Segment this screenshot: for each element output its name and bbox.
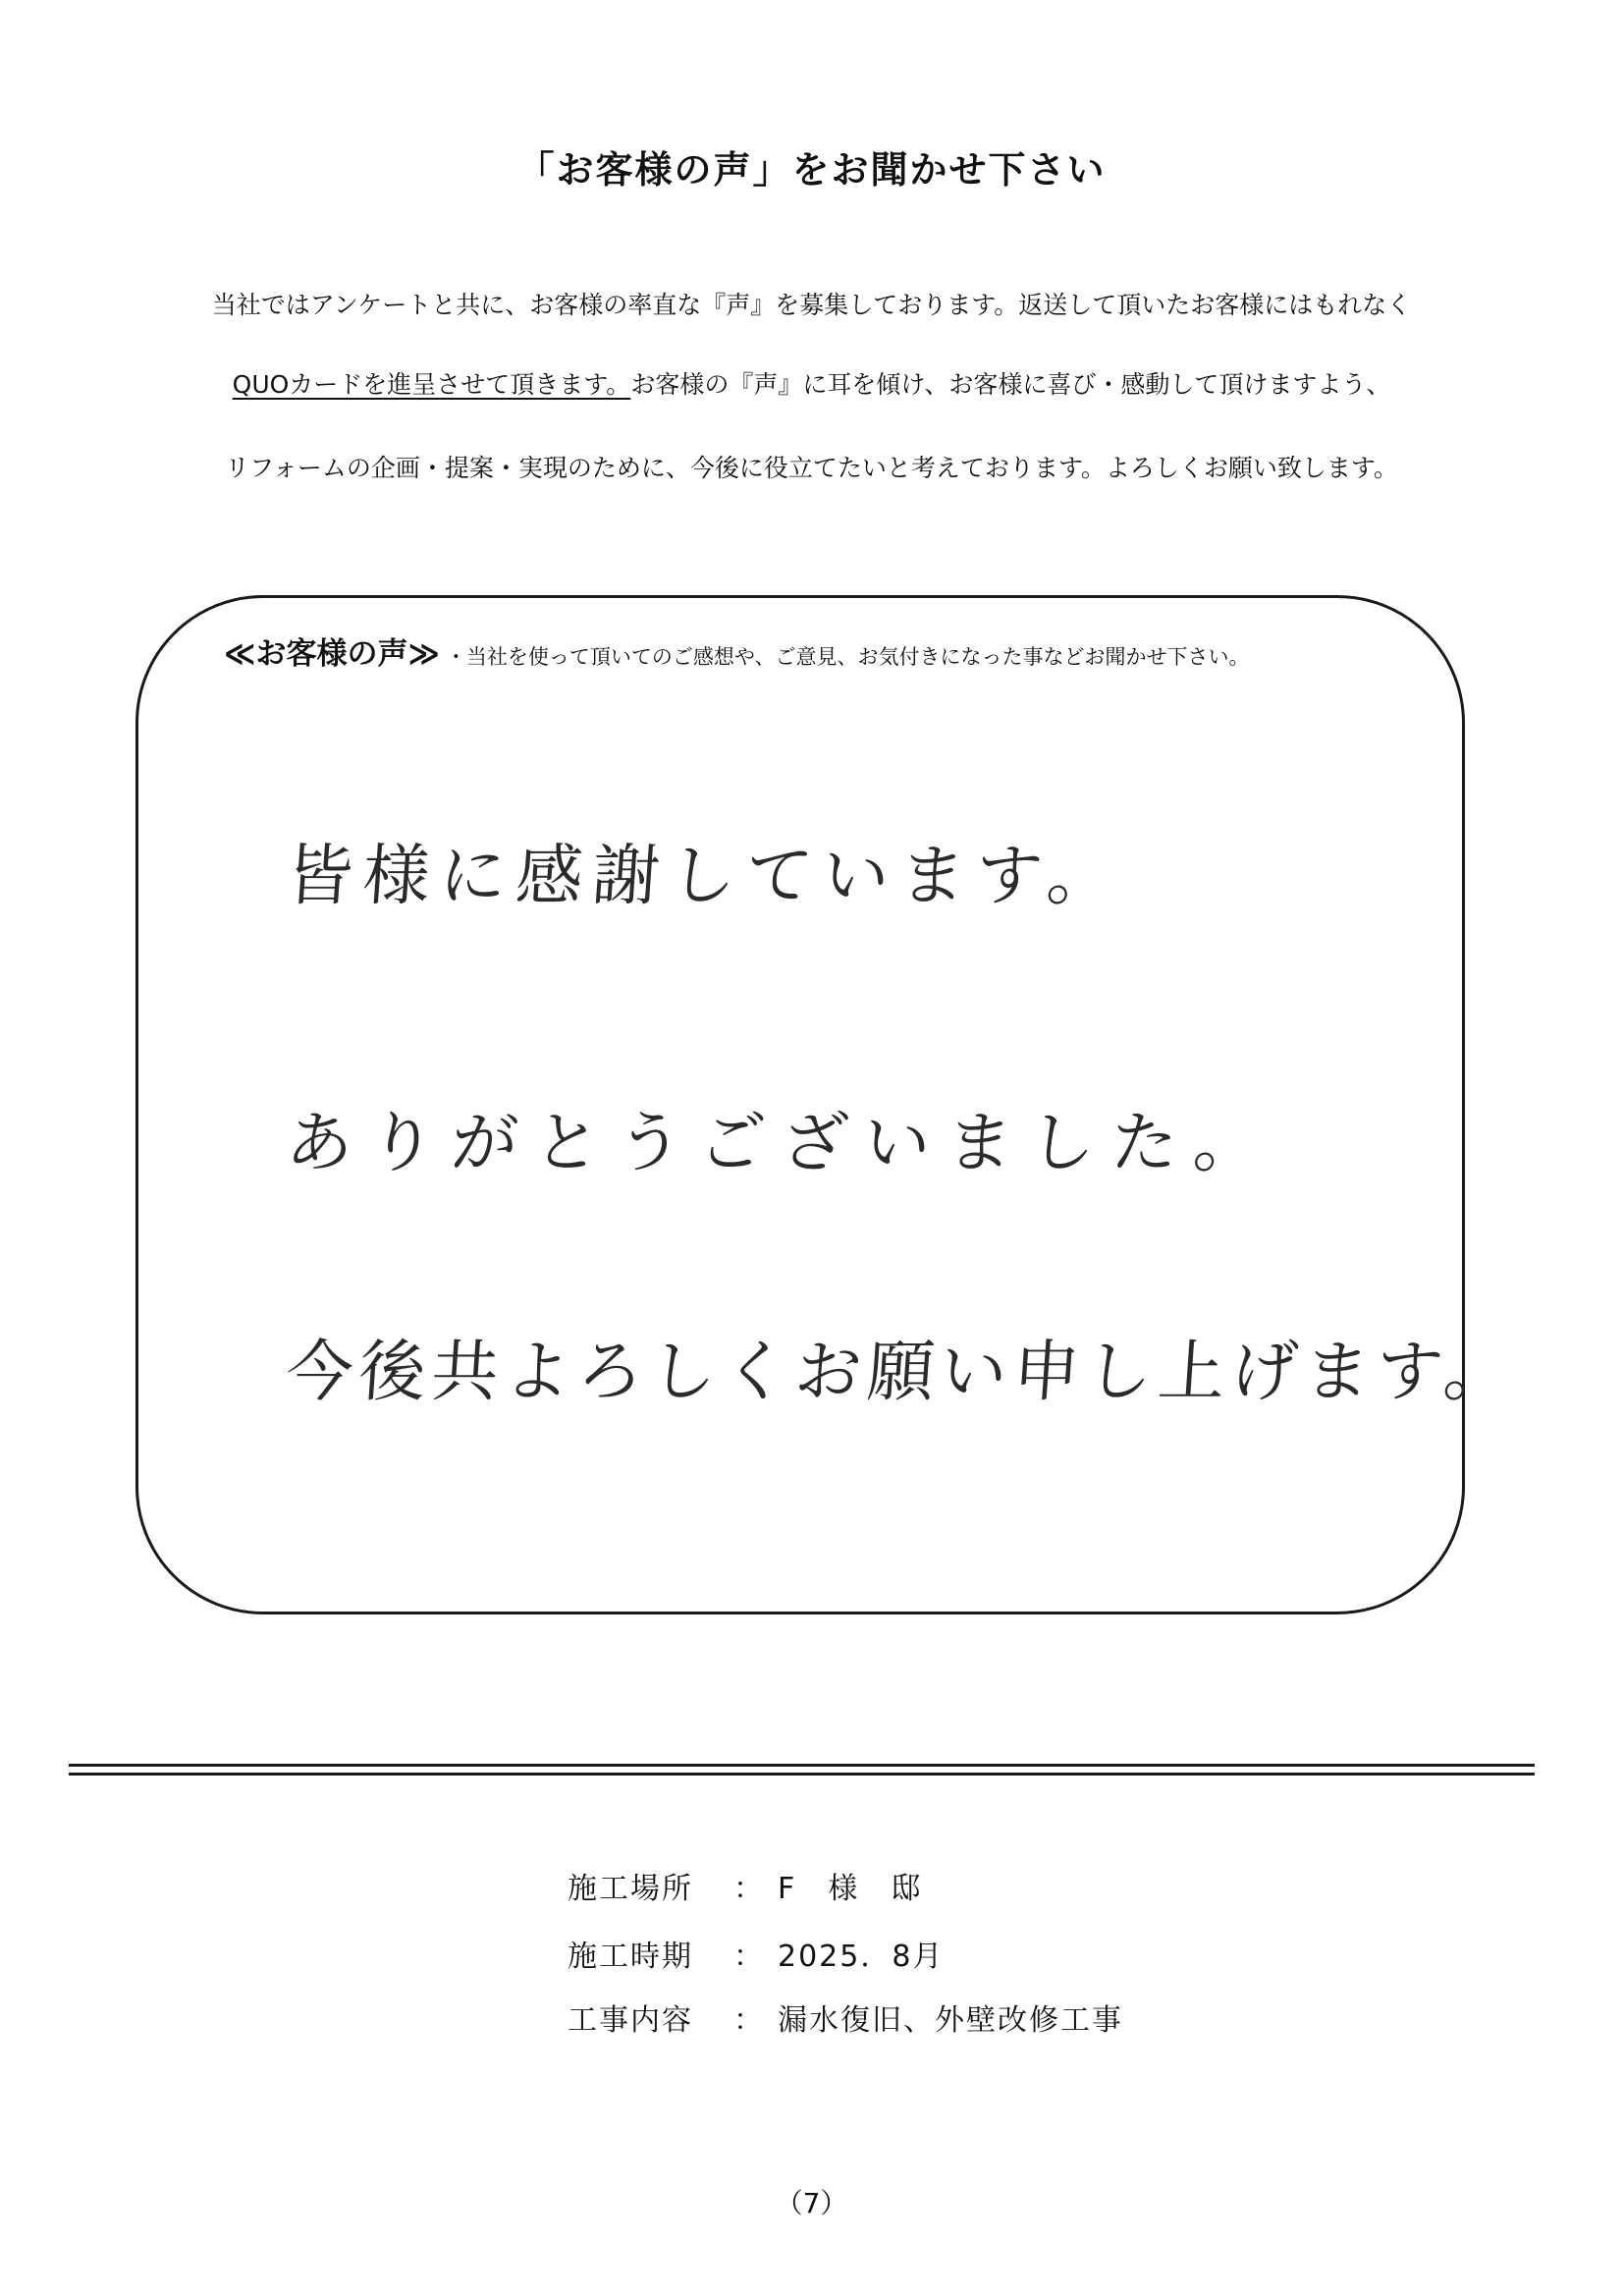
- construction-content-value: 漏水復旧、外壁改修工事: [778, 2003, 1123, 2038]
- page-title: 「お客様の声」をお聞かせ下さい: [516, 148, 1107, 191]
- page-number: （7）: [775, 2187, 848, 2219]
- intro-line-3: リフォームの企画・提案・実現のために、今後に役立てたいと考えております。よろしくお願い致します。: [225, 454, 1398, 482]
- separator: ：: [733, 1872, 763, 1906]
- voice-box-prompt: ・当社を使って頂いてのご感想や、ご意見、お気付きになった事などお聞かせ下さい。: [445, 645, 1250, 669]
- handwritten-line-3: 今後共よろしくお願い申し上げます。: [283, 1334, 1519, 1411]
- construction-content-row: [568, 1995, 1123, 2039]
- intro-line-1: 当社ではアンケートと共に、お客様の率直な『声』を募集しております。返送して頂いたお客様にはもれなく: [211, 291, 1412, 319]
- handwritten-line-2: ありがとうございました。: [283, 1105, 1279, 1182]
- construction-place-row: [568, 1864, 922, 1907]
- construction-content-label: 工事内容: [568, 2003, 693, 2038]
- voice-box-label: ≪お客様の声≫: [224, 636, 440, 672]
- construction-period-value: 2025．8月: [778, 1940, 945, 1974]
- construction-period-row: [568, 1932, 944, 1975]
- separator: ：: [733, 1940, 763, 1974]
- voice-box-header: [224, 629, 1249, 673]
- construction-place-value: F 様 邸: [778, 1872, 923, 1906]
- double-divider-top: [69, 1764, 1535, 1767]
- intro-line-2: [0, 370, 1623, 400]
- handwritten-line-1: 皆様に感謝しています。: [283, 838, 1126, 915]
- separator: ：: [733, 2003, 763, 2038]
- quo-card-offer: QUOカードを進呈させて頂きます。: [232, 370, 631, 399]
- construction-period-label: 施工時期: [568, 1940, 693, 1974]
- intro-line-2-rest: お客様の『声』に耳を傾け、お客様に喜び・感動して頂けますよう、: [630, 370, 1391, 399]
- double-divider-bottom: [69, 1773, 1535, 1776]
- construction-place-label: 施工場所: [568, 1872, 693, 1906]
